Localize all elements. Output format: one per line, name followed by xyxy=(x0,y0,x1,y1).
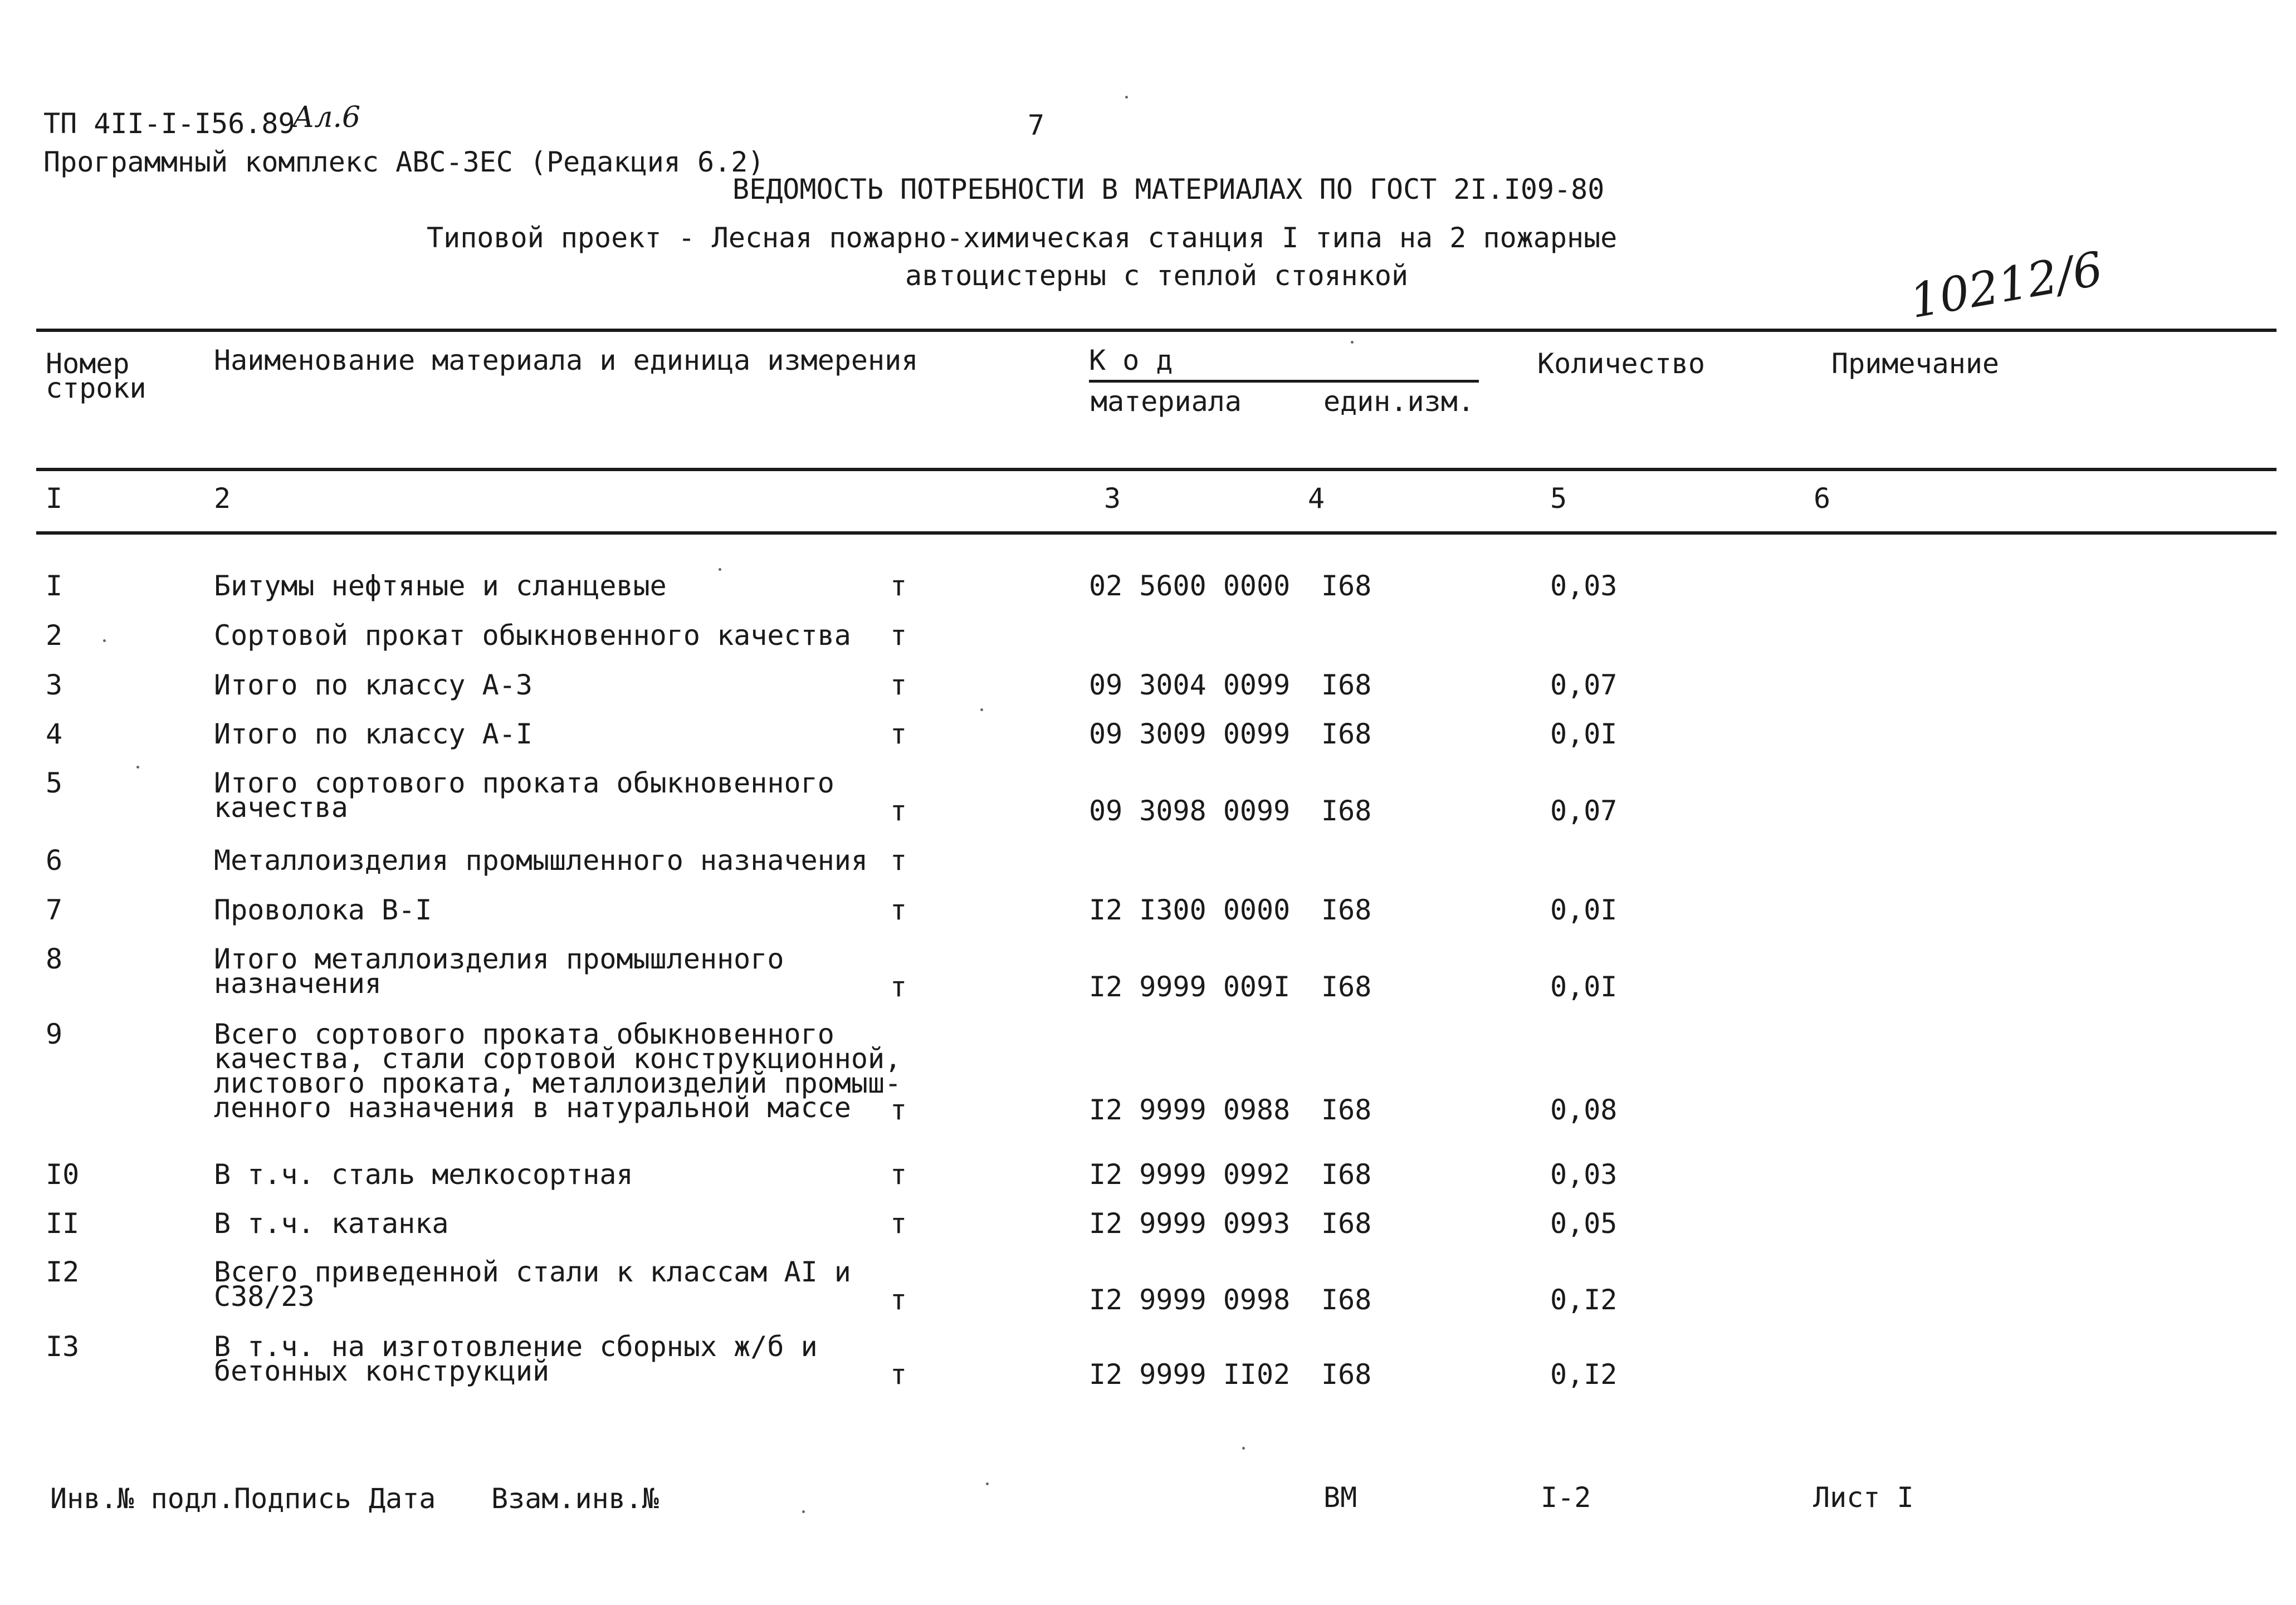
scan-speck xyxy=(1125,96,1128,99)
material-name: В т.ч. катанка xyxy=(214,1207,449,1240)
unit-code: I68 xyxy=(1321,1207,1372,1240)
subtitle-line-2: автоцистерны с теплой стоянкой xyxy=(905,260,1409,292)
material-name: Всего приведенной стали к классам АI и xyxy=(214,1256,851,1288)
header-row-number: Номер строки xyxy=(46,348,146,404)
material-name-cont: С38/23 xyxy=(214,1280,315,1313)
page-number: 7 xyxy=(1028,109,1045,141)
row-number: 9 xyxy=(46,1018,63,1050)
unit-code: I68 xyxy=(1321,570,1372,602)
scan-speck xyxy=(986,1482,989,1485)
material-code: I2 I300 0000 xyxy=(1089,894,1291,926)
quantity: 0,0I xyxy=(1550,894,1618,926)
unit-code: I68 xyxy=(1321,894,1372,926)
scan-speck xyxy=(719,568,721,571)
material-name-cont: бетонных конструкций xyxy=(214,1355,550,1387)
footer-date: Дата xyxy=(369,1482,436,1515)
material-name-cont: ленного назначения в натуральной массе xyxy=(214,1092,851,1124)
material-name: Сортовой прокат обыкновенного качества xyxy=(214,619,851,652)
unit: т xyxy=(890,1094,907,1126)
footer-inv-no: Инв.№ подл. xyxy=(50,1482,235,1515)
unit: т xyxy=(890,718,907,750)
unit-code: I68 xyxy=(1321,1094,1372,1126)
material-name: Металлоизделия промышленного назначения xyxy=(214,844,868,877)
software-label: Программный комплекс АВС-3ЕС (Редакция 6.2) xyxy=(43,146,765,178)
unit: т xyxy=(890,971,907,1003)
header-material-name: Наименование материала и единица измерения xyxy=(214,344,919,376)
project-code: ТП 4II-I-I56.89 xyxy=(43,107,295,140)
unit-code: I68 xyxy=(1321,1284,1372,1316)
header-note: Примечание xyxy=(1831,348,2000,380)
scan-speck xyxy=(802,1510,805,1513)
column-number-1: I xyxy=(46,482,63,515)
material-name-cont: качества, стали сортовой конструкционной, xyxy=(214,1043,902,1075)
material-code: 09 3098 0099 xyxy=(1089,795,1291,827)
material-name: Итого по классу А-I xyxy=(214,718,533,750)
row-number: 5 xyxy=(46,767,63,799)
unit: т xyxy=(890,1158,907,1191)
table-top-rule xyxy=(36,329,2277,332)
archive-number-handwritten: 10212/6 xyxy=(1906,241,2107,329)
row-number: I3 xyxy=(46,1330,80,1363)
material-name: В т.ч. сталь мелкосортная xyxy=(214,1158,633,1191)
quantity: 0,05 xyxy=(1550,1207,1618,1240)
unit-code: I68 xyxy=(1321,971,1372,1003)
material-name-cont: листового проката, металлоизделий промыш- xyxy=(214,1067,902,1099)
column-number-4: 4 xyxy=(1308,482,1325,515)
header-bottom-rule xyxy=(36,468,2277,471)
row-number: 7 xyxy=(46,894,63,926)
scan-speck xyxy=(1351,341,1354,344)
header-quantity: Количество xyxy=(1537,348,1706,380)
scan-speck xyxy=(136,766,139,769)
material-name: Итого по классу А-3 xyxy=(214,669,533,701)
unit-code: I68 xyxy=(1321,1358,1372,1391)
material-name: В т.ч. на изготовление сборных ж/б и xyxy=(214,1330,818,1363)
scan-speck xyxy=(1242,1447,1245,1450)
row-number: II xyxy=(46,1207,80,1240)
material-code: I2 9999 0998 xyxy=(1089,1284,1291,1316)
quantity: 0,I2 xyxy=(1550,1284,1618,1316)
quantity: 0,0I xyxy=(1550,971,1618,1003)
quantity: 0,07 xyxy=(1550,669,1618,701)
subtitle-line-1: Типовой проект - Лесная пожарно-химическая станция I типа на 2 пожарные xyxy=(427,222,1618,254)
unit: т xyxy=(890,669,907,701)
material-code: 02 5600 0000 xyxy=(1089,570,1291,602)
unit-code: I68 xyxy=(1321,718,1372,750)
unit: т xyxy=(890,1284,907,1316)
album-handwritten: Ал.6 xyxy=(292,101,361,134)
material-code: 09 3004 0099 xyxy=(1089,669,1291,701)
document-title: ВЕДОМОСТЬ ПОТРЕБНОСТИ В МАТЕРИАЛАХ ПО ГОСТ 2I.I09-80 xyxy=(732,173,1605,205)
row-number: 3 xyxy=(46,669,63,701)
material-code: I2 9999 0988 xyxy=(1089,1094,1291,1126)
footer-sheet: Лист I xyxy=(1813,1481,1914,1514)
material-code: I2 9999 009I xyxy=(1089,971,1291,1003)
header-material-code: материала xyxy=(1091,385,1242,418)
unit-code: I68 xyxy=(1321,1158,1372,1191)
material-name: Итого сортового проката обыкновенного xyxy=(214,767,834,799)
material-name: Проволока В-I xyxy=(214,894,432,926)
quantity: 0,08 xyxy=(1550,1094,1618,1126)
code-group-rule xyxy=(1089,380,1479,383)
header-code: К о д xyxy=(1089,344,1173,376)
unit: т xyxy=(890,1207,907,1240)
row-number: 2 xyxy=(46,619,63,652)
scan-speck xyxy=(103,639,106,642)
scan-speck xyxy=(980,708,983,711)
quantity: 0,03 xyxy=(1550,570,1618,602)
row-number: 6 xyxy=(46,844,63,877)
column-number-2: 2 xyxy=(214,482,231,515)
unit-code: I68 xyxy=(1321,669,1372,701)
material-code: 09 3009 0099 xyxy=(1089,718,1291,750)
material-code: I2 9999 0993 xyxy=(1089,1207,1291,1240)
row-number: I0 xyxy=(46,1158,80,1191)
row-number: 8 xyxy=(46,943,63,975)
quantity: 0,07 xyxy=(1550,795,1618,827)
unit-code: I68 xyxy=(1321,795,1372,827)
footer-replaced-inv: Взам.инв.№ xyxy=(491,1482,660,1515)
material-name: Всего сортового проката обыкновенного xyxy=(214,1018,834,1050)
quantity: 0,I2 xyxy=(1550,1358,1618,1391)
material-code: I2 9999 0992 xyxy=(1089,1158,1291,1191)
header-unit-code: един.изм. xyxy=(1323,385,1474,418)
footer-pages: I-2 xyxy=(1541,1481,1591,1514)
row-number: 4 xyxy=(46,718,63,750)
row-number: I xyxy=(46,570,63,602)
material-name: Итого металлоизделия промышленного xyxy=(214,943,784,975)
material-name-cont: назначения xyxy=(214,967,382,1000)
column-number-3: 3 xyxy=(1104,482,1121,515)
unit: т xyxy=(890,795,907,827)
unit: т xyxy=(890,844,907,877)
column-number-5: 5 xyxy=(1550,482,1567,515)
unit: т xyxy=(890,619,907,652)
footer-signature: Подпись xyxy=(234,1482,351,1515)
column-numbers-rule xyxy=(36,531,2277,535)
material-name: Битумы нефтяные и сланцевые xyxy=(214,570,667,602)
material-name-cont: качества xyxy=(214,791,348,824)
unit: т xyxy=(890,570,907,602)
column-number-6: 6 xyxy=(1814,482,1831,515)
unit: т xyxy=(890,1358,907,1391)
material-code: I2 9999 II02 xyxy=(1089,1358,1291,1391)
quantity: 0,0I xyxy=(1550,718,1618,750)
quantity: 0,03 xyxy=(1550,1158,1618,1191)
unit: т xyxy=(890,894,907,926)
row-number: I2 xyxy=(46,1256,80,1288)
footer-doc-type: ВМ xyxy=(1323,1481,1357,1514)
